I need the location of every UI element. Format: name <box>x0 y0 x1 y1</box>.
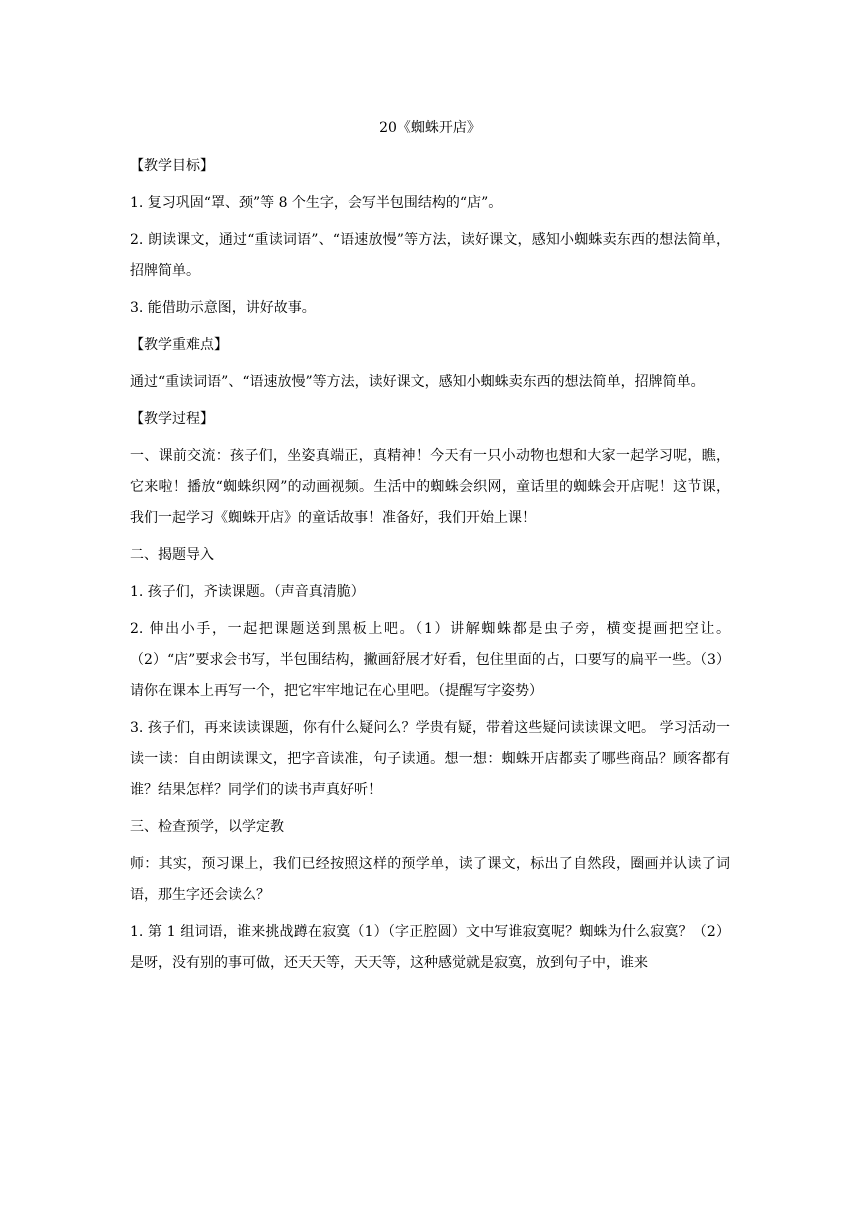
process-step-3-intro: 师：其实，预习课上，我们已经按照这样的预学单，读了课文，标出了自然段，圈画并认读了词语，那生字还会读么？ <box>130 856 730 903</box>
section-heading-key-points: 【教学重难点】 <box>130 337 228 353</box>
objective-item-3: 3. 能借助示意图，讲好故事。 <box>130 300 316 316</box>
process-step-warmup: 一、课前交流：孩子们，坐姿真端正，真精神！今天有一只小动物也想和大家一起学习呢，瞧，它来啦！播放“蜘蛛织网”的动画视频。生活中的蜘蛛会织网，童话里的蜘蛛会开店呢！这节课，我们一起学习《蜘蛛开店》的童话故事！准备好，我们开始上课！ <box>130 448 730 526</box>
process-step-2-item-1: 1. 孩子们，齐读课题。（声音真清脆） <box>130 584 365 600</box>
objective-item-1: 1. 复习巩固“罩、颈”等 8 个生字，会写半包围结构的“店”。 <box>130 195 503 211</box>
section-heading-objectives: 【教学目标】 <box>130 158 214 174</box>
process-step-3-heading: 三、检查预学，以学定教 <box>130 819 284 835</box>
process-step-2-item-3: 3. 孩子们，再来读读课题，你有什么疑问么？学贵有疑，带着这些疑问读读课文吧。 学习活动一读一读：自由朗读课文，把字音读准，句子读通。想一想：蜘蛛开店都卖了哪些商品？顾客都有谁？结果怎样？同学们的读书声真好听！ <box>130 720 730 798</box>
key-points-paragraph: 通过“重读词语”、“语速放慢”等方法，读好课文，感知小蜘蛛卖东西的想法简单，招牌简单。 <box>130 374 705 390</box>
objective-item-2: 2. 朗读课文，通过“重读词语”、“语速放慢”等方法，读好课文，感知小蜘蛛卖东西的想法简单，招牌简单。 <box>130 232 730 279</box>
process-step-3-item-1: 1. 第 1 组词语，谁来挑战蹲在寂寞（1）（字正腔圆）文中写谁寂寞呢？蜘蛛为什么寂寞？（2）是呀，没有别的事可做，还天天等，天天等，这种感觉就是寂寞，放到句子中，谁来 <box>130 924 730 971</box>
document-body <box>130 118 730 985</box>
process-step-2-item-2: 2. 伸出小手，一起把课题送到黑板上吧。（1）讲解蜘蛛都是虫子旁，横变提画把空让。（2）“店”要求会书写，半包围结构，撇画舒展才好看，包住里面的占，口要写的扁平一些。（3）请你在课本上再写一个，把它牢牢地记在心里吧。（提醒写字姿势） <box>130 621 730 699</box>
process-step-2-heading: 二、揭题导入 <box>130 547 214 563</box>
section-heading-process: 【教学过程】 <box>130 411 214 427</box>
document-title: 20《蜘蛛开店》 <box>379 120 481 136</box>
